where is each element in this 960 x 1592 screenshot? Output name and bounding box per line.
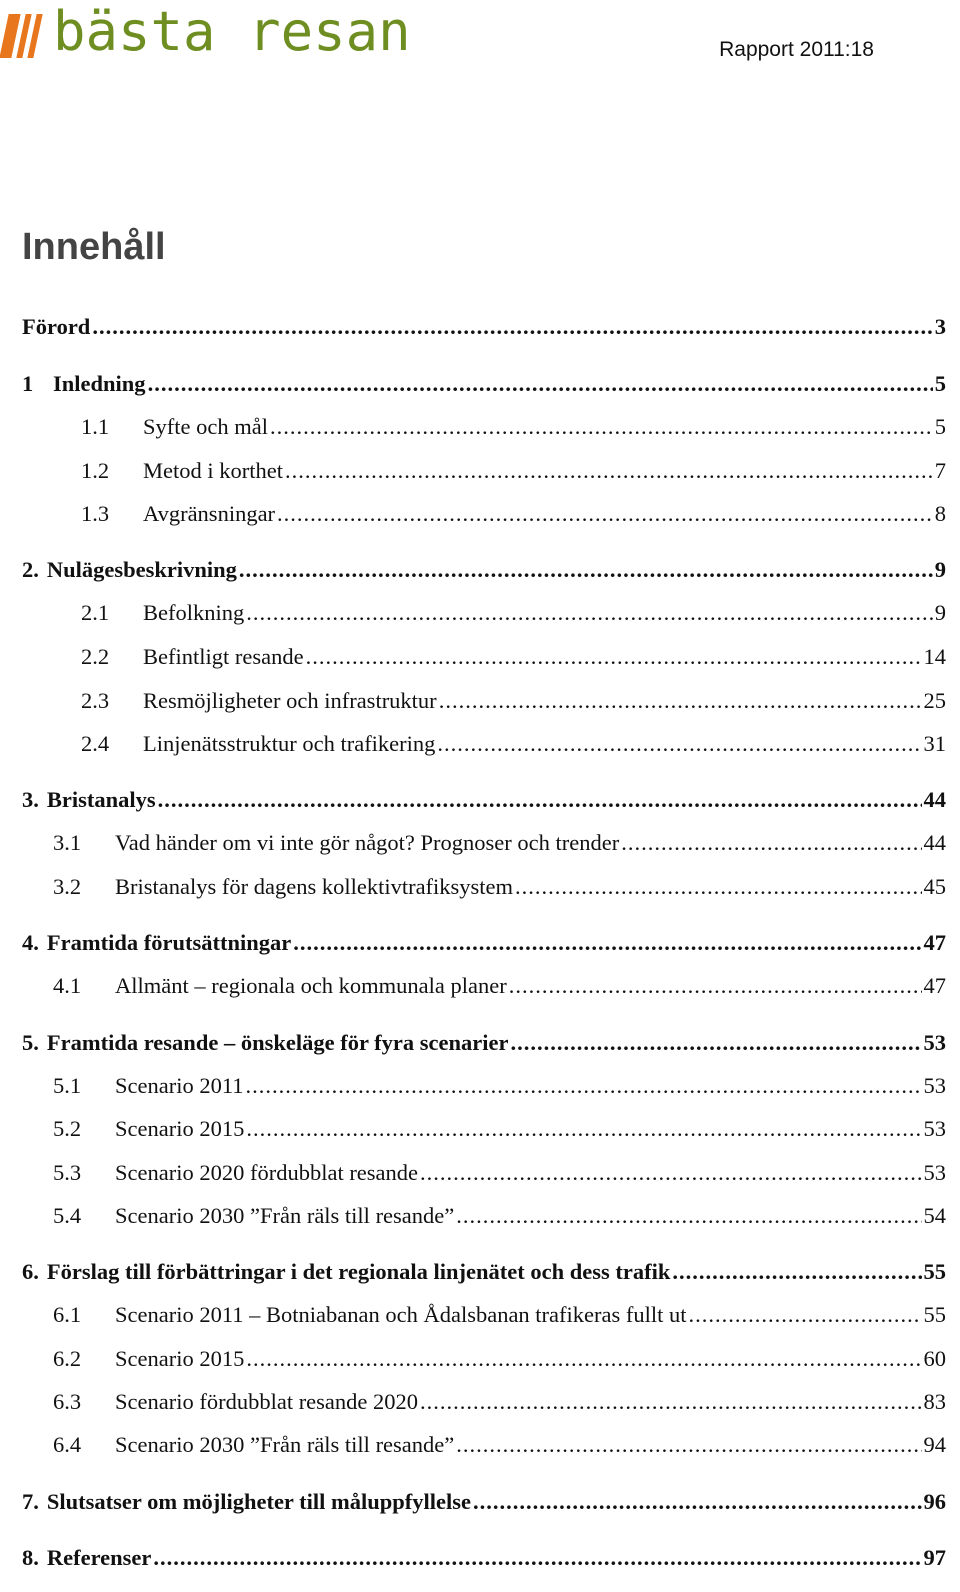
toc-leader <box>621 826 921 860</box>
toc-number: 2.4 <box>81 731 110 756</box>
toc-chapter-4[interactable] <box>22 926 946 960</box>
toc-section-2-3[interactable] <box>22 684 946 718</box>
toc-section-5-4[interactable] <box>22 1199 946 1233</box>
toc-leader <box>246 1069 922 1103</box>
toc-title: Linjenätsstruktur och trafikering <box>143 731 436 756</box>
toc-leader <box>420 1385 921 1419</box>
toc-title: Allmänt – regionala och kommunala planer <box>115 973 507 998</box>
toc-section-1-2[interactable] <box>22 454 946 488</box>
toc-title: Avgränsningar <box>143 501 276 526</box>
toc-title: Förslag till förbättringar i det regionala linjenätet och dess trafik <box>46 1259 671 1284</box>
toc-leader <box>306 640 922 674</box>
toc-leader <box>439 684 922 718</box>
toc-section-6-1[interactable] <box>22 1298 946 1332</box>
toc-title: Syfte och mål <box>143 414 268 439</box>
toc-page: 5 <box>934 414 946 439</box>
toc-title: Bristanalys för dagens kollektivtrafiksystem <box>115 874 514 899</box>
toc-leader <box>246 596 933 630</box>
toc-page: 31 <box>923 731 946 756</box>
logo-mark-icon <box>4 10 43 58</box>
toc-title: Vad händer om vi inte gör något? Prognoser och trender <box>115 830 620 855</box>
toc-section-6-2[interactable] <box>22 1342 946 1376</box>
toc-chapter-2[interactable] <box>22 553 946 587</box>
toc-number: 6.1 <box>53 1302 82 1327</box>
toc-number: 5.1 <box>53 1073 82 1098</box>
toc-chapter-5[interactable] <box>22 1026 946 1060</box>
toc-section-5-1[interactable] <box>22 1069 946 1103</box>
toc-number: 1 <box>22 371 34 396</box>
toc-number: 3.1 <box>53 830 82 855</box>
toc-page: 55 <box>923 1302 946 1327</box>
toc-leader <box>293 926 921 960</box>
toc-number: 5.4 <box>53 1203 82 1228</box>
toc-section-3-1[interactable] <box>22 826 946 860</box>
toc-chapter-1[interactable] <box>22 367 946 401</box>
toc-title: Inledning <box>53 371 146 396</box>
toc-number: 1.2 <box>81 458 110 483</box>
toc-number: 8. <box>22 1545 39 1570</box>
toc-leader <box>246 1112 921 1146</box>
toc-title: Scenario 2011 – Botniabanan och Ådalsbanan trafikeras fullt ut <box>115 1302 687 1327</box>
toc-chapter-7[interactable] <box>22 1485 946 1519</box>
toc-page: 53 <box>923 1030 946 1055</box>
toc-title: Framtida resande – önskeläge för fyra scenarier <box>46 1030 509 1055</box>
toc-leader <box>148 367 933 401</box>
toc-number: 3.2 <box>53 874 82 899</box>
toc-number: 3. <box>22 787 39 812</box>
toc-page: 3 <box>934 314 946 339</box>
toc-section-6-3[interactable] <box>22 1385 946 1419</box>
toc-section-2-4[interactable] <box>22 727 946 761</box>
toc-number: 4. <box>22 930 39 955</box>
toc-number: 2.3 <box>81 688 110 713</box>
report-id: Rapport 2011:18 <box>719 38 874 61</box>
toc-number: 4.1 <box>53 973 82 998</box>
toc-leader <box>672 1255 921 1289</box>
toc-number: 5.3 <box>53 1160 82 1185</box>
logo-text: bästa resan <box>53 0 411 63</box>
toc-leader <box>456 1199 921 1233</box>
toc-number: 2.2 <box>81 644 110 669</box>
toc-title: Befolkning <box>143 600 245 625</box>
toc-title: Referenser <box>46 1545 152 1570</box>
toc-page: 53 <box>923 1073 946 1098</box>
toc-number: 6.2 <box>53 1346 82 1371</box>
toc-page: 8 <box>934 501 946 526</box>
toc-number: 6.3 <box>53 1389 82 1414</box>
toc-page: 5 <box>934 371 946 396</box>
toc-title: Scenario 2011 <box>115 1073 244 1098</box>
toc-leader <box>689 1298 922 1332</box>
toc-page: 53 <box>923 1116 946 1141</box>
toc-title: Scenario 2030 ”Från räls till resande” <box>115 1203 455 1228</box>
toc-title: Framtida förutsättningar <box>46 930 292 955</box>
toc-number: 5. <box>22 1030 39 1055</box>
toc-section-6-4[interactable] <box>22 1428 946 1462</box>
toc-chapter-3[interactable] <box>22 783 946 817</box>
toc-page: 9 <box>934 600 946 625</box>
toc-leader <box>437 727 921 761</box>
toc-leader <box>420 1156 921 1190</box>
toc-page: 14 <box>923 644 946 669</box>
toc-number: 2. <box>22 557 39 582</box>
toc-leader <box>246 1342 921 1376</box>
toc-number: 7. <box>22 1489 39 1514</box>
toc-number: 2.1 <box>81 600 110 625</box>
toc-leader <box>473 1485 921 1519</box>
toc-chapter-6[interactable] <box>22 1255 946 1289</box>
page-title: Innehåll <box>22 226 166 268</box>
toc-title: Scenario 2015 <box>115 1116 245 1141</box>
toc-page: 47 <box>923 973 946 998</box>
toc-page: 44 <box>923 830 946 855</box>
toc-chapter-8[interactable] <box>22 1541 946 1575</box>
toc-page: 94 <box>923 1432 946 1457</box>
toc-number: 6. <box>22 1259 39 1284</box>
toc-number: 1.1 <box>81 414 110 439</box>
toc-title: Befintligt resande <box>143 644 304 669</box>
toc-leader <box>515 870 921 904</box>
toc-page: 47 <box>923 930 946 955</box>
toc-page: 44 <box>923 787 946 812</box>
toc-title: Bristanalys <box>46 787 156 812</box>
toc-leader <box>92 310 932 344</box>
toc-number: 5.2 <box>53 1116 82 1141</box>
toc-page: 45 <box>923 874 946 899</box>
toc-section-3-2[interactable] <box>22 870 946 904</box>
toc-leader <box>239 553 933 587</box>
logo <box>4 0 411 63</box>
toc-page: 54 <box>923 1203 946 1228</box>
toc-page: 53 <box>923 1160 946 1185</box>
toc-section-2-2[interactable] <box>22 640 946 674</box>
toc-page: 9 <box>934 557 946 582</box>
toc-section-2-1[interactable] <box>22 596 946 630</box>
toc-leader <box>158 783 922 817</box>
toc-section-5-3[interactable] <box>22 1156 946 1190</box>
toc-title: Slutsatser om möjligheter till måluppfyllelse <box>46 1489 472 1514</box>
toc-section-1-3[interactable] <box>22 497 946 531</box>
toc-chapter-forord[interactable] <box>22 310 946 344</box>
toc-section-1-1[interactable] <box>22 410 946 444</box>
toc-page: 96 <box>923 1489 946 1514</box>
toc-page: 60 <box>923 1346 946 1371</box>
toc-leader <box>270 410 933 444</box>
toc-title: Nulägesbeskrivning <box>46 557 237 582</box>
toc-title: Förord <box>22 314 91 339</box>
toc-leader <box>153 1541 921 1575</box>
toc-number: 1.3 <box>81 501 110 526</box>
toc-leader <box>285 454 933 488</box>
toc-page: 83 <box>923 1389 946 1414</box>
toc-leader <box>456 1428 921 1462</box>
toc-title: Scenario 2020 fördubblat resande <box>115 1160 419 1185</box>
toc-title: Scenario 2015 <box>115 1346 245 1371</box>
toc-title: Metod i korthet <box>143 458 283 483</box>
toc-page: 55 <box>923 1259 946 1284</box>
toc-leader <box>509 969 922 1003</box>
toc-section-4-1[interactable] <box>22 969 946 1003</box>
toc-page: 25 <box>923 688 946 713</box>
toc-title: Resmöjligheter och infrastruktur <box>143 688 437 713</box>
toc-page: 97 <box>923 1545 946 1570</box>
toc-title: Scenario fördubblat resande 2020 <box>115 1389 419 1414</box>
toc-leader <box>277 497 933 531</box>
toc-title: Scenario 2030 ”Från räls till resande” <box>115 1432 455 1457</box>
toc-page: 7 <box>934 458 946 483</box>
toc-leader <box>510 1026 921 1060</box>
toc-section-5-2[interactable] <box>22 1112 946 1146</box>
toc-number: 6.4 <box>53 1432 82 1457</box>
